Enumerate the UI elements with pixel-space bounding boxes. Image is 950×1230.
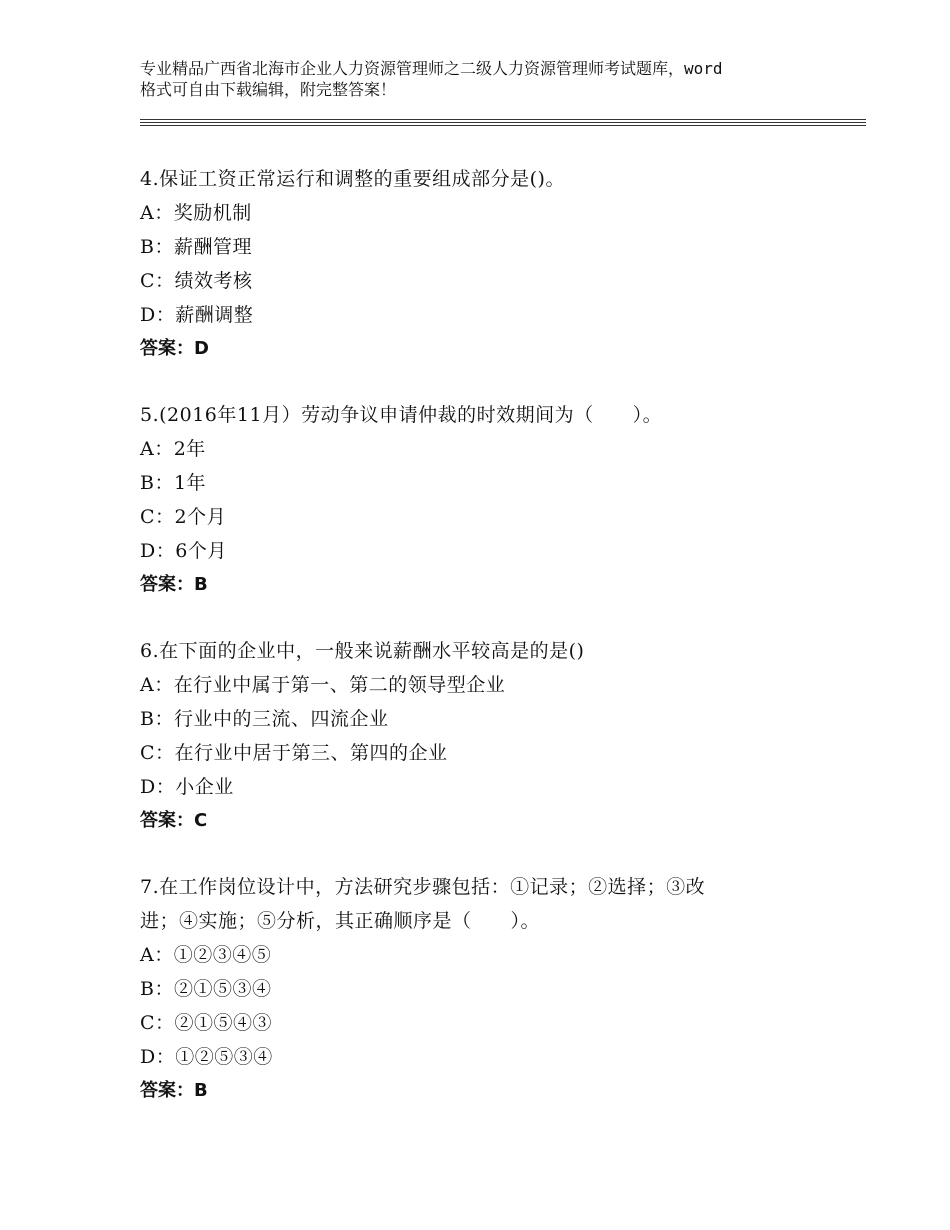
question-7	[140, 870, 840, 1108]
header-divider-line	[140, 119, 866, 120]
option-c: C：②①⑤④③	[140, 1012, 273, 1034]
question-list	[140, 162, 840, 1140]
answer-label: 答案：B	[140, 574, 208, 595]
option-c: C：绩效考核	[140, 270, 253, 292]
option-a: A：①②③④⑤	[140, 944, 272, 966]
question-text-continued: 进；④实施；⑤分析，其正确顺序是（ ）。	[140, 910, 541, 932]
option-b: B：②①⑤③④	[140, 978, 272, 1000]
header-divider-line	[140, 122, 866, 123]
header-divider-line	[140, 125, 866, 126]
option-a: A：奖励机制	[140, 202, 252, 224]
option-b: B：行业中的三流、四流企业	[140, 708, 389, 730]
document-header	[140, 58, 840, 100]
option-b: B：薪酬管理	[140, 236, 252, 258]
question-6	[140, 634, 840, 838]
option-d: D：①②⑤③④	[140, 1046, 273, 1068]
option-c: C：在行业中居于第三、第四的企业	[140, 742, 448, 764]
option-d: D：薪酬调整	[140, 304, 254, 326]
header-line-2: 格式可自由下载编辑，附完整答案！	[140, 80, 397, 99]
question-5	[140, 398, 840, 602]
header-line-1: 专业精品广西省北海市企业人力资源管理师之二级人力资源管理师考试题库，word	[140, 59, 723, 78]
question-text: 6.在下面的企业中，一般来说薪酬水平较高是的是()	[140, 640, 585, 662]
option-b: B：1年	[140, 472, 207, 494]
answer-label: 答案：D	[140, 338, 209, 359]
option-d: D：小企业	[140, 776, 234, 798]
option-d: D：6个月	[140, 540, 227, 562]
question-text: 7.在工作岗位设计中，方法研究步骤包括：①记录；②选择；③改	[140, 876, 706, 898]
option-a: A：2年	[140, 438, 206, 460]
question-text: 4.保证工资正常运行和调整的重要组成部分是()。	[140, 168, 565, 190]
question-text: 5.(2016年11月）劳动争议申请仲裁的时效期间为（ ）。	[140, 404, 663, 426]
answer-label: 答案：C	[140, 810, 208, 831]
option-c: C：2个月	[140, 506, 227, 528]
answer-label: 答案：B	[140, 1080, 208, 1101]
option-a: A：在行业中属于第一、第二的领导型企业	[140, 674, 506, 696]
question-4	[140, 162, 840, 366]
